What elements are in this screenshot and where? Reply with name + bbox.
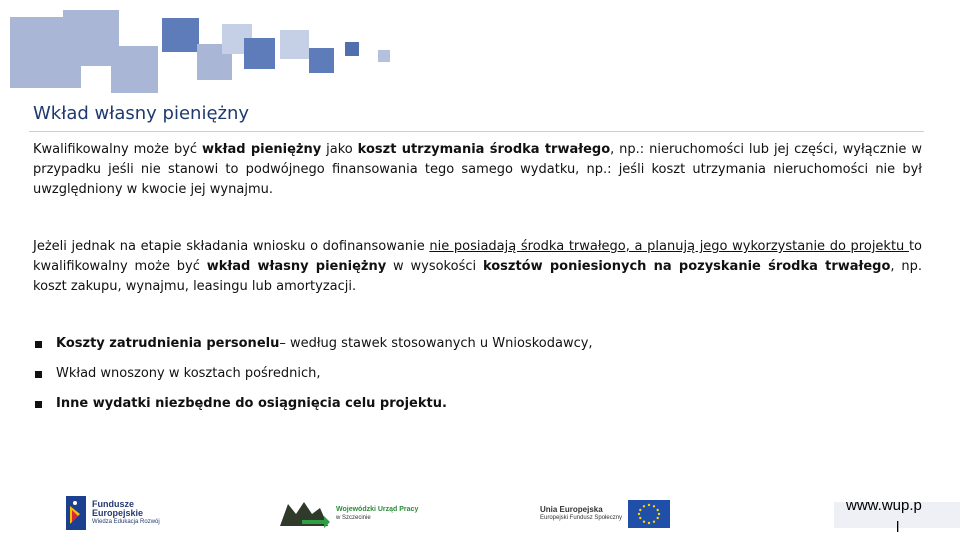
ue-line2: Europejski Fundusz Społeczny [540,515,623,521]
text-bold: kosztów poniesionych na pozyskanie środka trwałego [482,259,891,274]
decorative-squares [0,0,400,95]
bullet-square-icon [35,401,42,408]
fe-line1: Fundusze [92,498,134,509]
title-divider [29,131,924,132]
fe-emblem-icon [66,494,88,532]
bullet-bold: Inne wydatki niezbędne do osiągnięcia celu projektu. [56,396,447,411]
deco-square [244,38,275,69]
ue-line1: Unia Europejska [540,505,603,514]
list-item [33,364,593,384]
bullet-text: – według stawek stosowanych u Wnioskodawcy, [279,336,593,351]
text: Kwalifikowalny może być [33,142,202,157]
text: , np. koszt zakupu, wynajmu, leasingu lub amortyzacji. [33,259,922,294]
text: w wysokości [386,259,483,274]
fe-line2: Europejskie [92,507,144,518]
wup-line1: Wojewódzki Urząd Pracy [336,506,419,513]
text: to kwalifikowalny może być [33,239,923,274]
fe-line3: Wiedza Edukacja Rozwój [92,518,160,525]
wup-logo [280,500,418,528]
eu-flag-icon [628,500,670,528]
wup-line2: w Szczecinie [336,515,371,521]
bullet-square-icon [35,341,42,348]
paragraph-jezeli [33,237,922,297]
website-url-tail[interactable]: l [896,519,900,536]
bullet-text: Wkład wnoszony w kosztach pośrednich, [56,366,321,381]
list-item [33,334,593,354]
text-bold: wkład pieniężny [201,142,322,157]
bullet-bold: Koszty zatrudnienia personelu [56,336,280,351]
bullet-list [33,334,593,424]
wup-emblem-icon [280,500,330,528]
fundusze-europejskie-logo [66,494,160,532]
deco-square [280,30,309,59]
ue-logo [540,500,670,528]
text: Jeżeli jednak na etapie składania wniosku o dofinansowanie [33,239,430,254]
text-bold: koszt utrzymania środka trwałego [357,142,611,157]
website-url[interactable]: www.wup.p [846,497,922,514]
text: jako [321,142,358,157]
text-underlined: nie posiadają środka trwałego, a planują jego wykorzystanie do projektu [429,239,909,254]
deco-square [345,42,359,56]
deco-square [162,18,199,52]
bullet-square-icon [35,371,42,378]
deco-square [309,48,334,73]
paragraph-kwalifikowalny [33,140,922,200]
deco-square [111,46,158,93]
page-title: Wkład własny pieniężny [33,103,250,124]
text-bold: wkład własny pieniężny [206,259,387,274]
list-item [33,394,593,414]
text: , np.: nieruchomości lub jej części, wyłącznie w przypadku jeśli nie stanowi to podwójnego finansowania tego samego wydatku, np.: jeśli koszt utrzymania nieruchomości nie był uwzględniony w kwocie jej wynajmu. [33,142,922,197]
deco-square [378,50,390,62]
